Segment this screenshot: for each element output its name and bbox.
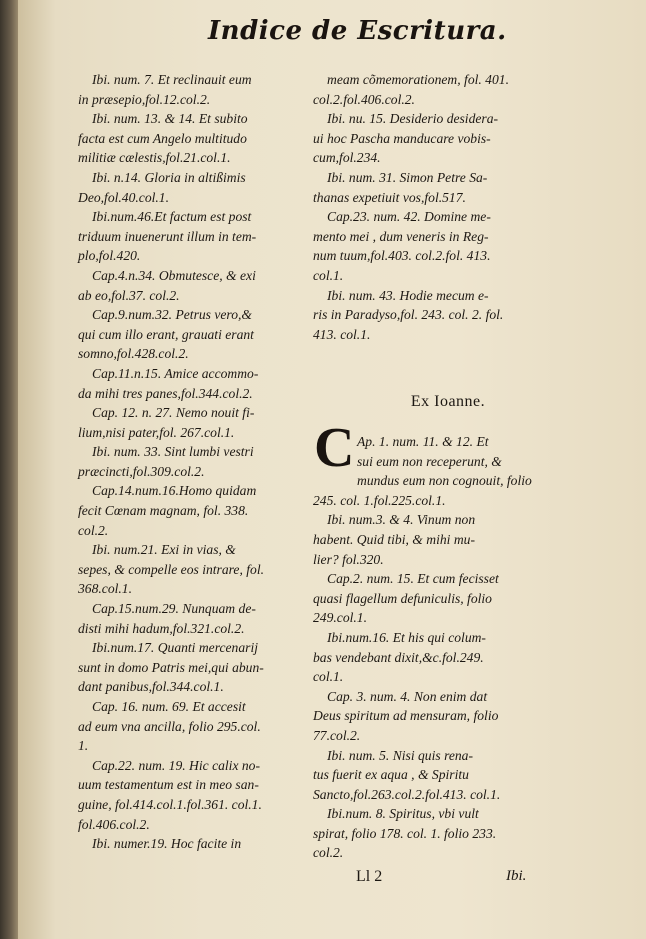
entry-line: Cap.22. num. 19. Hic calix no- [92, 757, 261, 773]
index-entry [313, 70, 528, 109]
entry-line: facta est cum Angelo multitudo [78, 130, 247, 146]
entry-line: habent. Quid tibi, & mihi mu- [313, 531, 475, 547]
entry-line: Ibi. num. 31. Simon Petre Sa- [327, 169, 488, 185]
entry-line: Ap. 1. num. 11. & 12. Et [357, 434, 489, 449]
left-column [78, 70, 293, 854]
index-entry [78, 638, 293, 697]
entry-line: triduum inuenerunt illum in tem- [78, 228, 257, 244]
index-entry [313, 432, 532, 510]
entry-line: col.1. [313, 669, 344, 685]
entry-line: dant panibus,fol.344.col.1. [78, 679, 224, 695]
entry-line: 249.col.1. [313, 610, 367, 626]
entry-line: spirat, folio 178. col. 1. folio 233. [313, 825, 497, 841]
index-entry [313, 746, 528, 805]
entry-line: Ibi. nu. 15. Desiderio desidera- [327, 111, 499, 127]
entry-line: Ibi. num. 43. Hodie mecum e- [327, 287, 489, 303]
entry-line: Cap.9.num.32. Petrus vero,& [92, 307, 252, 323]
index-entry [313, 109, 528, 168]
entry-line: ui hoc Pascha manducare vobis- [313, 130, 491, 146]
entry-line: Deus spiritum ad mensuram, folio [313, 708, 499, 724]
entry-line: ad eum vna ancilla, folio 295.col. [78, 718, 261, 734]
entry-line: mento mei , dum veneris in Reg- [313, 228, 489, 244]
entry-line: in præsepio,fol.12.col.2. [78, 91, 211, 107]
index-entry [78, 442, 293, 481]
index-entry [78, 305, 293, 364]
right-column-bottom [313, 432, 532, 863]
index-entry [78, 481, 293, 540]
index-entry [78, 756, 293, 834]
entry-line: fecit Cœnam magnam, fol. 338. [78, 503, 249, 519]
section-heading: Ex Ioanne. [410, 393, 486, 410]
signature-mark: Ll 2 [356, 868, 383, 885]
entry-line: Sancto,fol.263.col.2.fol.413. col.1. [313, 786, 501, 802]
index-entry [313, 510, 528, 569]
running-head: Indice de Escritura. [208, 16, 507, 46]
entry-line: Cap.11.n.15. Amice accommo- [92, 365, 259, 381]
book-page [18, 0, 646, 939]
entry-line: 77.col.2. [313, 727, 361, 743]
index-entry [313, 804, 528, 863]
entry-line: Cap.2. num. 15. Et cum fecisset [327, 571, 499, 587]
entry-line: mundus eum non cognouit, folio [357, 473, 532, 489]
entry-line: quasi flagellum defuniculis, folio [313, 590, 492, 606]
entry-line: fol.406.col.2. [78, 816, 150, 832]
entry-line: bas vendebant dixit,&c.fol.249. [313, 649, 484, 665]
entry-line: lium,nisi pater,fol. 267.col.1. [78, 424, 235, 440]
right-column-top [313, 70, 528, 344]
catchword: Ibi. [506, 868, 527, 884]
entry-line: Cap. 12. n. 27. Nemo nouit fi- [92, 405, 255, 421]
index-entry [78, 70, 293, 109]
book-spine-shadow [0, 0, 18, 939]
index-entry [78, 403, 293, 442]
entry-line: sepes, & compelle eos intrare, fol. [78, 561, 264, 577]
entry-line: 245. col. 1.fol.225.col.1. [313, 492, 446, 508]
entry-line: Ibi. num. 7. Et reclinauit eum [92, 72, 252, 87]
entry-line: guine, fol.414.col.1.fol.361. col.1. [78, 796, 262, 812]
entry-line: Deo,fol.40.col.1. [78, 189, 169, 205]
entry-line: lier? fol.320. [313, 551, 384, 567]
entry-line: Ibi.num.16. Et his qui colum- [327, 629, 486, 645]
index-entry [313, 286, 528, 345]
entry-line: militiæ cælestis,fol.21.col.1. [78, 150, 231, 166]
index-entry [313, 687, 528, 746]
entry-line: somno,fol.428.col.2. [78, 346, 189, 362]
index-entry [78, 540, 293, 599]
index-entry [78, 266, 293, 305]
entry-line: Ibi.num.17. Quanti mercenarij [92, 640, 258, 656]
entry-line: Ibi. numer.19. Hoc facite in [92, 836, 242, 852]
index-entry [78, 834, 293, 854]
entry-line: Ibi. num. 5. Nisi quis rena- [327, 747, 474, 763]
entry-line: Ibi. num. 13. & 14. Et subito [92, 111, 248, 127]
entry-line: col.2. [313, 845, 344, 861]
entry-line: 413. col.1. [313, 326, 371, 342]
entry-line: præcincti,fol.309.col.2. [78, 463, 205, 479]
index-entry [313, 569, 528, 628]
entry-line: tus fuerit ex aqua , & Spiritu [313, 767, 469, 783]
entry-line: col.2. [78, 522, 109, 538]
entry-line: Cap. 16. num. 69. Et accesit [92, 699, 246, 714]
entry-line: Ibi. num.21. Exi in vias, & [92, 542, 236, 558]
entry-line: Cap.15.num.29. Nunquam de- [92, 601, 256, 617]
index-entry [78, 599, 293, 638]
index-entry [313, 168, 528, 207]
entry-line: cum,fol.234. [313, 150, 381, 166]
entry-line: 368.col.1. [78, 581, 132, 597]
index-entry [313, 628, 528, 687]
entry-line: Cap.14.num.16.Homo quidam [92, 483, 257, 499]
index-entry [313, 207, 528, 285]
entry-line: sui eum non receperunt, & [357, 453, 502, 469]
entry-line: sunt in domo Patris mei,qui abun- [78, 659, 264, 675]
entry-line: uum testamentum est in meo san- [78, 777, 259, 793]
entry-line: plo,fol.420. [78, 248, 141, 264]
index-entry [78, 109, 293, 168]
entry-line: Ibi. n.14. Gloria in altißimis [92, 169, 246, 185]
entry-line: Ibi.num.46.Et factum est post [92, 209, 252, 225]
entry-line: Cap. 3. num. 4. Non enim dat [327, 688, 488, 704]
entry-line: Ibi. num.3. & 4. Vinum non [327, 512, 476, 528]
entry-line: 1. [78, 738, 89, 754]
entry-line: Ibi. num. 33. Sint lumbi vestri [92, 444, 254, 460]
entry-line: num tuum,fol.403. col.2.fol. 413. [313, 248, 491, 264]
entry-line: col.2.fol.406.col.2. [313, 91, 415, 107]
index-entry [78, 207, 293, 266]
entry-line: ab eo,fol.37. col.2. [78, 287, 180, 303]
entry-line: thanas expetiuit vos,fol.517. [313, 189, 466, 205]
entry-line: da mihi tres panes,fol.344.col.2. [78, 385, 253, 401]
entry-line: col.1. [313, 267, 344, 283]
index-entry [78, 697, 293, 756]
entry-line: meam cõmemorationem, fol. 401. [327, 72, 509, 87]
entry-line: ris in Paradyso,fol. 243. col. 2. fol. [313, 307, 504, 323]
drop-capital: C [314, 417, 355, 479]
entry-line: Cap.4.n.34. Obmutesce, & exi [92, 267, 256, 283]
entry-line: Ibi.num. 8. Spiritus, vbi vult [327, 806, 479, 822]
entry-line: qui cum illo erant, grauati erant [78, 326, 254, 342]
entry-line: Cap.23. num. 42. Domine me- [327, 209, 491, 225]
index-entry [78, 168, 293, 207]
entry-line: disti mihi hadum,fol.321.col.2. [78, 620, 245, 636]
index-entry [78, 364, 293, 403]
